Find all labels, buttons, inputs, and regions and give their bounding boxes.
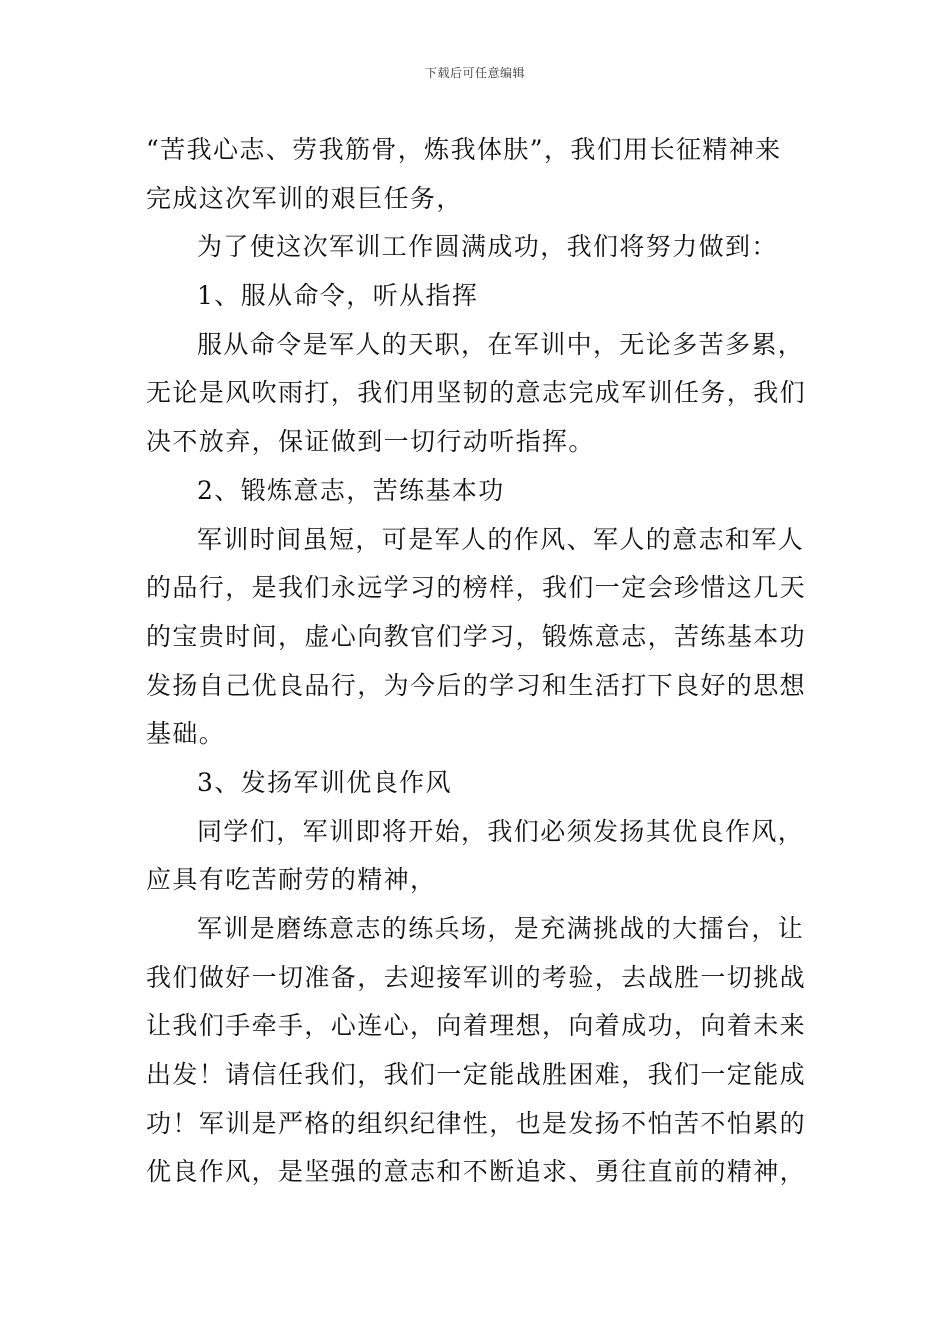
text-line: 基础。 [146, 719, 226, 749]
text-line: 我们做好一切准备，去迎接军训的考验，去战胜一切挑战 [146, 962, 807, 992]
text-line: “苦我心志、劳我筋骨，炼我体肤”，我们用长征精神来 [146, 135, 782, 164]
text-line: 为了使这次军训工作圆满成功，我们将努力做到： [197, 232, 778, 262]
text-line: 的品行，是我们永远学习的榜样，我们一定会珍惜这几天 [146, 573, 807, 603]
section-heading: 3、发扬军训优良作风 [197, 767, 452, 797]
text-line: 无论是风吹雨打，我们用坚韧的意志完成军训任务，我们 [146, 378, 807, 408]
text-line: 功！军训是严格的组织纪律性，也是发扬不怕苦不怕累的 [146, 1108, 807, 1138]
text-line: 发扬自己优良品行，为今后的学习和生活打下良好的思想 [146, 670, 807, 700]
text-line: 优良作风，是坚强的意志和不断追求、勇往直前的精神， [146, 1157, 807, 1187]
section-heading: 1、服从命令，听从指挥 [197, 281, 479, 311]
text-line: 让我们手牵手，心连心，向着理想，向着成功，向着未来 [146, 1011, 807, 1041]
text-line: 应具有吃苦耐劳的精神， [146, 865, 437, 895]
text-line: 军训时间虽短，可是军人的作风、军人的意志和军人 [197, 524, 805, 554]
text-line: 同学们，军训即将开始，我们必须发扬其优良作风， [197, 816, 805, 846]
page-header: 下载后可任意编辑 [424, 66, 525, 80]
text-line: 军训是磨练意志的练兵场，是充满挑战的大擂台，让 [197, 914, 805, 943]
text-line: 服从命令是军人的天职，在军训中，无论多苦多累， [197, 329, 805, 359]
text-line: 出发！请信任我们，我们一定能战胜困难，我们一定能成 [146, 1060, 807, 1090]
document-body [146, 126, 806, 1197]
text-line: 决不放弃，保证做到一切行动听指挥。 [146, 427, 595, 457]
text-line: 的宝贵时间，虚心向教官们学习，锻炼意志，苦练基本功 [146, 621, 807, 651]
section-heading: 2、锻炼意志，苦练基本功 [197, 475, 505, 505]
text-line: 完成这次军训的艰巨任务， [146, 183, 463, 213]
